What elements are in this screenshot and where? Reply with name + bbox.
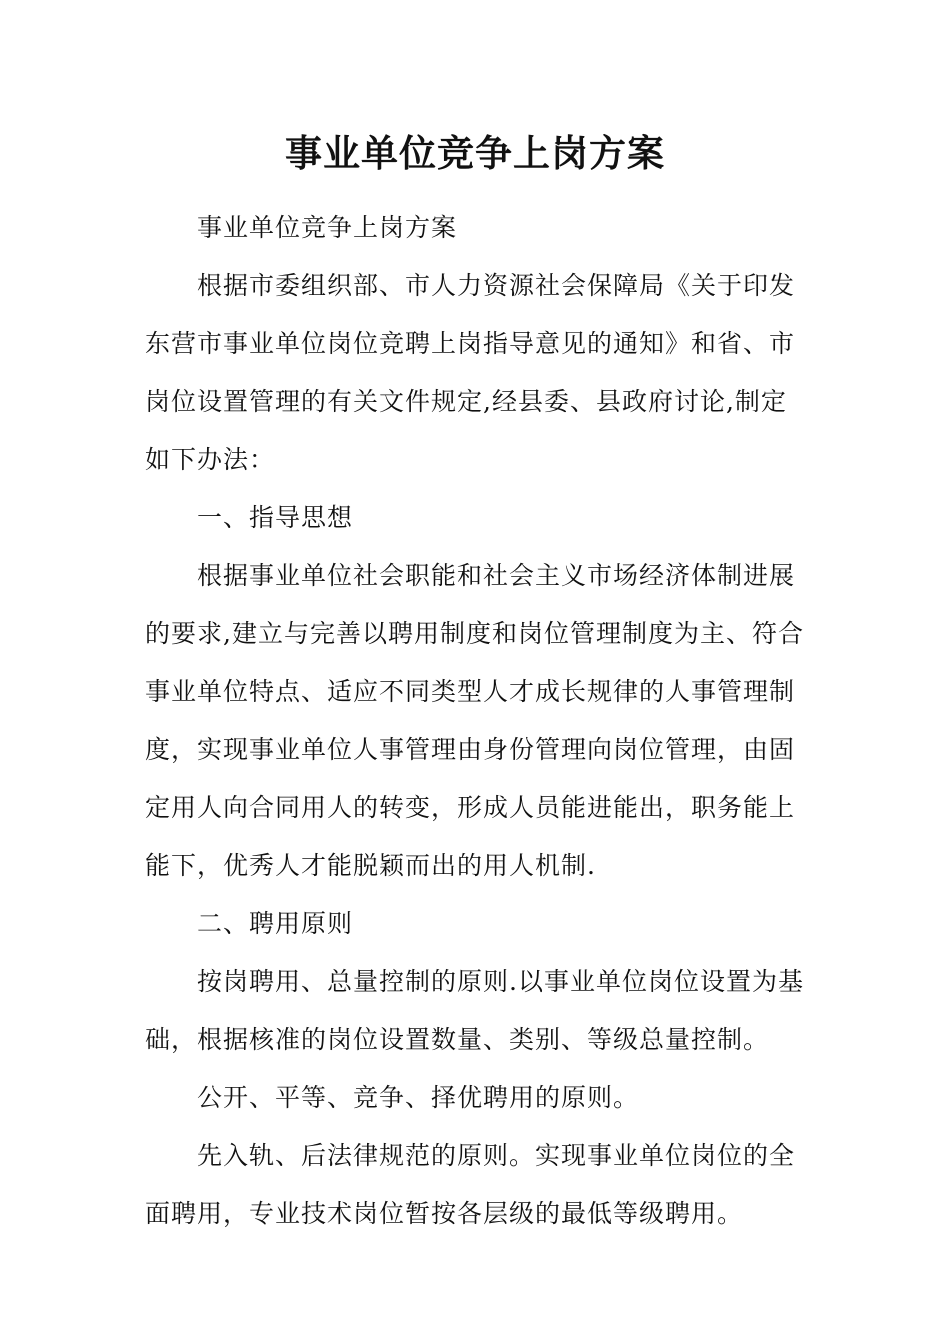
paragraph-subtitle: 事业单位竞争上岗方案 (197, 213, 458, 242)
paragraph-principle-2: 公开、平等、竞争、择优聘用的原则。 (197, 1083, 640, 1112)
section-heading-guiding-ideology: 一、指导思想 (197, 503, 354, 532)
document-title: 事业单位竞争上岗方案 (285, 131, 665, 175)
paragraph-guiding-ideology: 根据事业单位社会职能和社会主义市场经济体制进展的要求,建立与完善以聘用制度和岗位管理制度为主、符合事业单位特点、适应不同类型人才成长规律的人事管理制度，实现事业单位人事管理由身份管理向岗位管理，由固定用人向合同用人的转变，形成人员能进能出，职务能上能下，优秀人才能脱颖而出的用人机制. (145, 561, 804, 880)
document-body (145, 199, 807, 1243)
paragraph-principle-3: 先入轨、后法律规范的原则。实现事业单位岗位的全面聘用，专业技术岗位暂按各层级的最低等级聘用。 (145, 1141, 796, 1228)
section-heading-hiring-principles: 二、聘用原则 (197, 909, 354, 938)
paragraph-preamble: 根据市委组织部、市人力资源社会保障局《关于印发东营市事业单位岗位竞聘上岗指导意见的通知》和省、市岗位设置管理的有关文件规定,经县委、县政府讨论,制定如下办法： (145, 271, 796, 474)
paragraph-principle-1: 按岗聘用、总量控制的原则.以事业单位岗位设置为基础，根据核准的岗位设置数量、类别、等级总量控制。 (145, 967, 804, 1054)
